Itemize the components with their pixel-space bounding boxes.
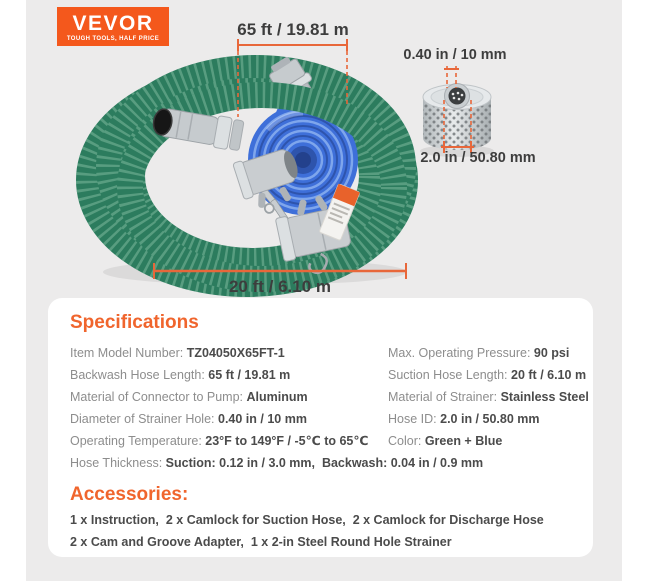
spec-value: Stainless Steel: [500, 390, 589, 404]
spec-row: [70, 430, 593, 452]
strainer-hole-label: 0.40 in / 10 mm: [403, 47, 507, 63]
spec-strainer-hole: [70, 408, 388, 430]
spec-value: 65 ft / 19.81 m: [208, 368, 291, 382]
spec-value: 2.0 in / 50.80 mm: [440, 412, 540, 426]
spec-connector-material: [70, 386, 388, 408]
spec-value: 0.40 in / 10 mm: [218, 412, 307, 426]
specifications-title: Specifications: [70, 312, 199, 333]
spec-label: Material of Connector to Pump:: [70, 390, 243, 404]
spec-card: [48, 298, 593, 557]
spec-label: Operating Temperature:: [70, 434, 202, 448]
spec-operating-temperature: [70, 430, 388, 452]
accessory-line: 1 x Instruction, 2 x Camlock for Suction Hose, 2 x Camlock for Discharge Hose: [70, 513, 544, 527]
accessories-title: Accessories:: [70, 484, 189, 505]
vevor-logo: [57, 7, 169, 46]
spec-label: Backwash Hose Length:: [70, 368, 205, 382]
spec-backwash-length: [70, 364, 388, 386]
spec-label: Material of Strainer:: [388, 390, 498, 404]
spec-label: Suction Hose Length:: [388, 368, 508, 382]
spec-hose-id: [388, 408, 539, 430]
spec-row: [70, 364, 593, 386]
spec-color: [388, 430, 502, 452]
backwash-length-label: 65 ft / 19.81 m: [237, 20, 349, 39]
spec-value: Suction: 0.12 in / 3.0 mm, Backwash: 0.04 in / 0.9 mm: [165, 456, 484, 470]
spec-value: Aluminum: [246, 390, 308, 404]
suction-length-label: 20 ft / 6.10 m: [228, 277, 332, 296]
strainer-diameter-label: 2.0 in / 50.80 mm: [420, 150, 536, 166]
spec-row: [70, 342, 593, 364]
spec-strainer-material: [388, 386, 589, 408]
spec-label: Diameter of Strainer Hole:: [70, 412, 215, 426]
spec-value: 23°F to 149°F / -5℃ to 65℃: [205, 434, 369, 448]
vevor-tagline: TOUGH TOOLS, HALF PRICE: [66, 36, 160, 42]
spec-row: [70, 452, 593, 474]
spec-suction-length: [388, 364, 586, 386]
spec-row: [70, 408, 593, 430]
spec-label: Hose ID:: [388, 412, 437, 426]
spec-label: Max. Operating Pressure:: [388, 346, 531, 360]
spec-value: TZ04050X65FT-1: [186, 346, 285, 360]
spec-row: [70, 386, 593, 408]
spec-max-pressure: [388, 342, 569, 364]
spec-value: 20 ft / 6.10 m: [511, 368, 587, 382]
spec-label: Item Model Number:: [70, 346, 184, 360]
spec-hose-thickness: [70, 452, 483, 474]
spec-label: Hose Thickness:: [70, 456, 163, 470]
strainer-image: [420, 84, 494, 158]
accessory-line: 2 x Cam and Groove Adapter, 1 x 2-in Steel Round Hole Strainer: [70, 535, 452, 549]
spec-label: Color:: [388, 434, 422, 448]
spec-value: Green + Blue: [424, 434, 503, 448]
spec-item-model: [70, 342, 388, 364]
spec-value: 90 psi: [533, 346, 570, 360]
vevor-wordmark: VEVOR: [72, 12, 154, 35]
